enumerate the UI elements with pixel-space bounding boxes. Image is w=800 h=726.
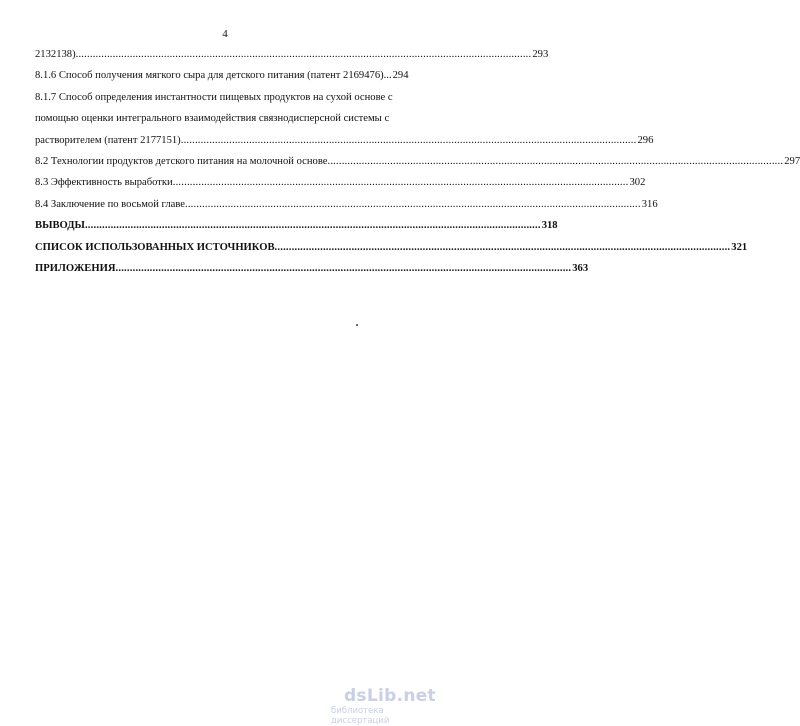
table-of-contents	[35, 44, 800, 279]
page-number: 4	[222, 28, 228, 40]
toc-entry-page: 296	[637, 134, 654, 146]
toc-entry-page: 316	[641, 198, 658, 210]
toc-entry-8-3	[35, 172, 646, 193]
dot-leader: ................................................................................................................................................................	[180, 134, 637, 146]
toc-entry-page: 363	[572, 263, 589, 275]
toc-entry-text: СПИСОК ИСПОЛЬЗОВАННЫХ ИСТОЧНИКОВ	[35, 241, 275, 253]
toc-entry-8-1-7-cont	[35, 108, 432, 129]
toc-entry-text: 8.1.6 Способ получения мягкого сыра для детского питания (патент 2169476)...	[35, 70, 392, 82]
toc-entry-8-1-6	[35, 65, 432, 86]
toc-entry-references	[35, 237, 748, 258]
dot-leader: ................................................................................................................................................................	[327, 156, 784, 168]
watermark-subtitle: библиотека диссертаций	[331, 706, 390, 726]
toc-entry-8-1-7-end	[35, 130, 654, 151]
dot-leader: ................................................................................................................................................................	[172, 177, 629, 189]
toc-entry-text: 8.3 Эффективность выработки	[35, 177, 173, 189]
dot-leader: ................................................................................................................................................................	[274, 241, 731, 253]
scan-speck	[356, 324, 358, 326]
toc-entry-text: 8.4 Заключение по восьмой главе	[35, 198, 185, 210]
toc-entry-8-2	[35, 151, 800, 172]
toc-entry-text: 8.2 Технологии продуктов детского питания на молочной основе	[35, 156, 328, 168]
toc-entry-page: 293	[532, 49, 549, 60]
toc-entry-page: 318	[541, 220, 558, 232]
dot-leader: ................................................................................................................................................................	[115, 263, 572, 275]
dot-leader: ................................................................................................................................................................	[75, 49, 532, 60]
toc-entry-text: растворителем (патент 2177151)	[35, 134, 181, 146]
watermark	[331, 686, 436, 726]
toc-entry-8-4	[35, 194, 658, 215]
toc-entry-2132138	[35, 44, 549, 65]
toc-entry-text: 2132138)	[35, 49, 76, 60]
watermark-logo: dsLib.net	[343, 686, 436, 706]
toc-entry-conclusions	[35, 215, 558, 236]
toc-entry-text: 8.1.7 Способ определения инстантности пищевых продуктов на сухой основе с	[35, 91, 393, 103]
toc-entry-text: ПРИЛОЖЕНИЯ	[35, 263, 116, 275]
toc-entry-8-1-7	[35, 87, 432, 108]
toc-entry-appendices	[35, 258, 589, 279]
dot-leader: ................................................................................................................................................................	[184, 198, 641, 210]
toc-entry-text: помощью оценки интегрального взаимодействия связнодисперсной системы с	[35, 113, 390, 125]
toc-entry-text: ВЫВОДЫ	[35, 220, 85, 232]
dot-leader: ................................................................................................................................................................	[84, 220, 541, 232]
toc-entry-page: 297	[784, 156, 800, 168]
toc-entry-page: 321	[731, 241, 748, 253]
toc-entry-page: 302	[629, 177, 646, 189]
toc-entry-page: 294	[392, 70, 409, 82]
